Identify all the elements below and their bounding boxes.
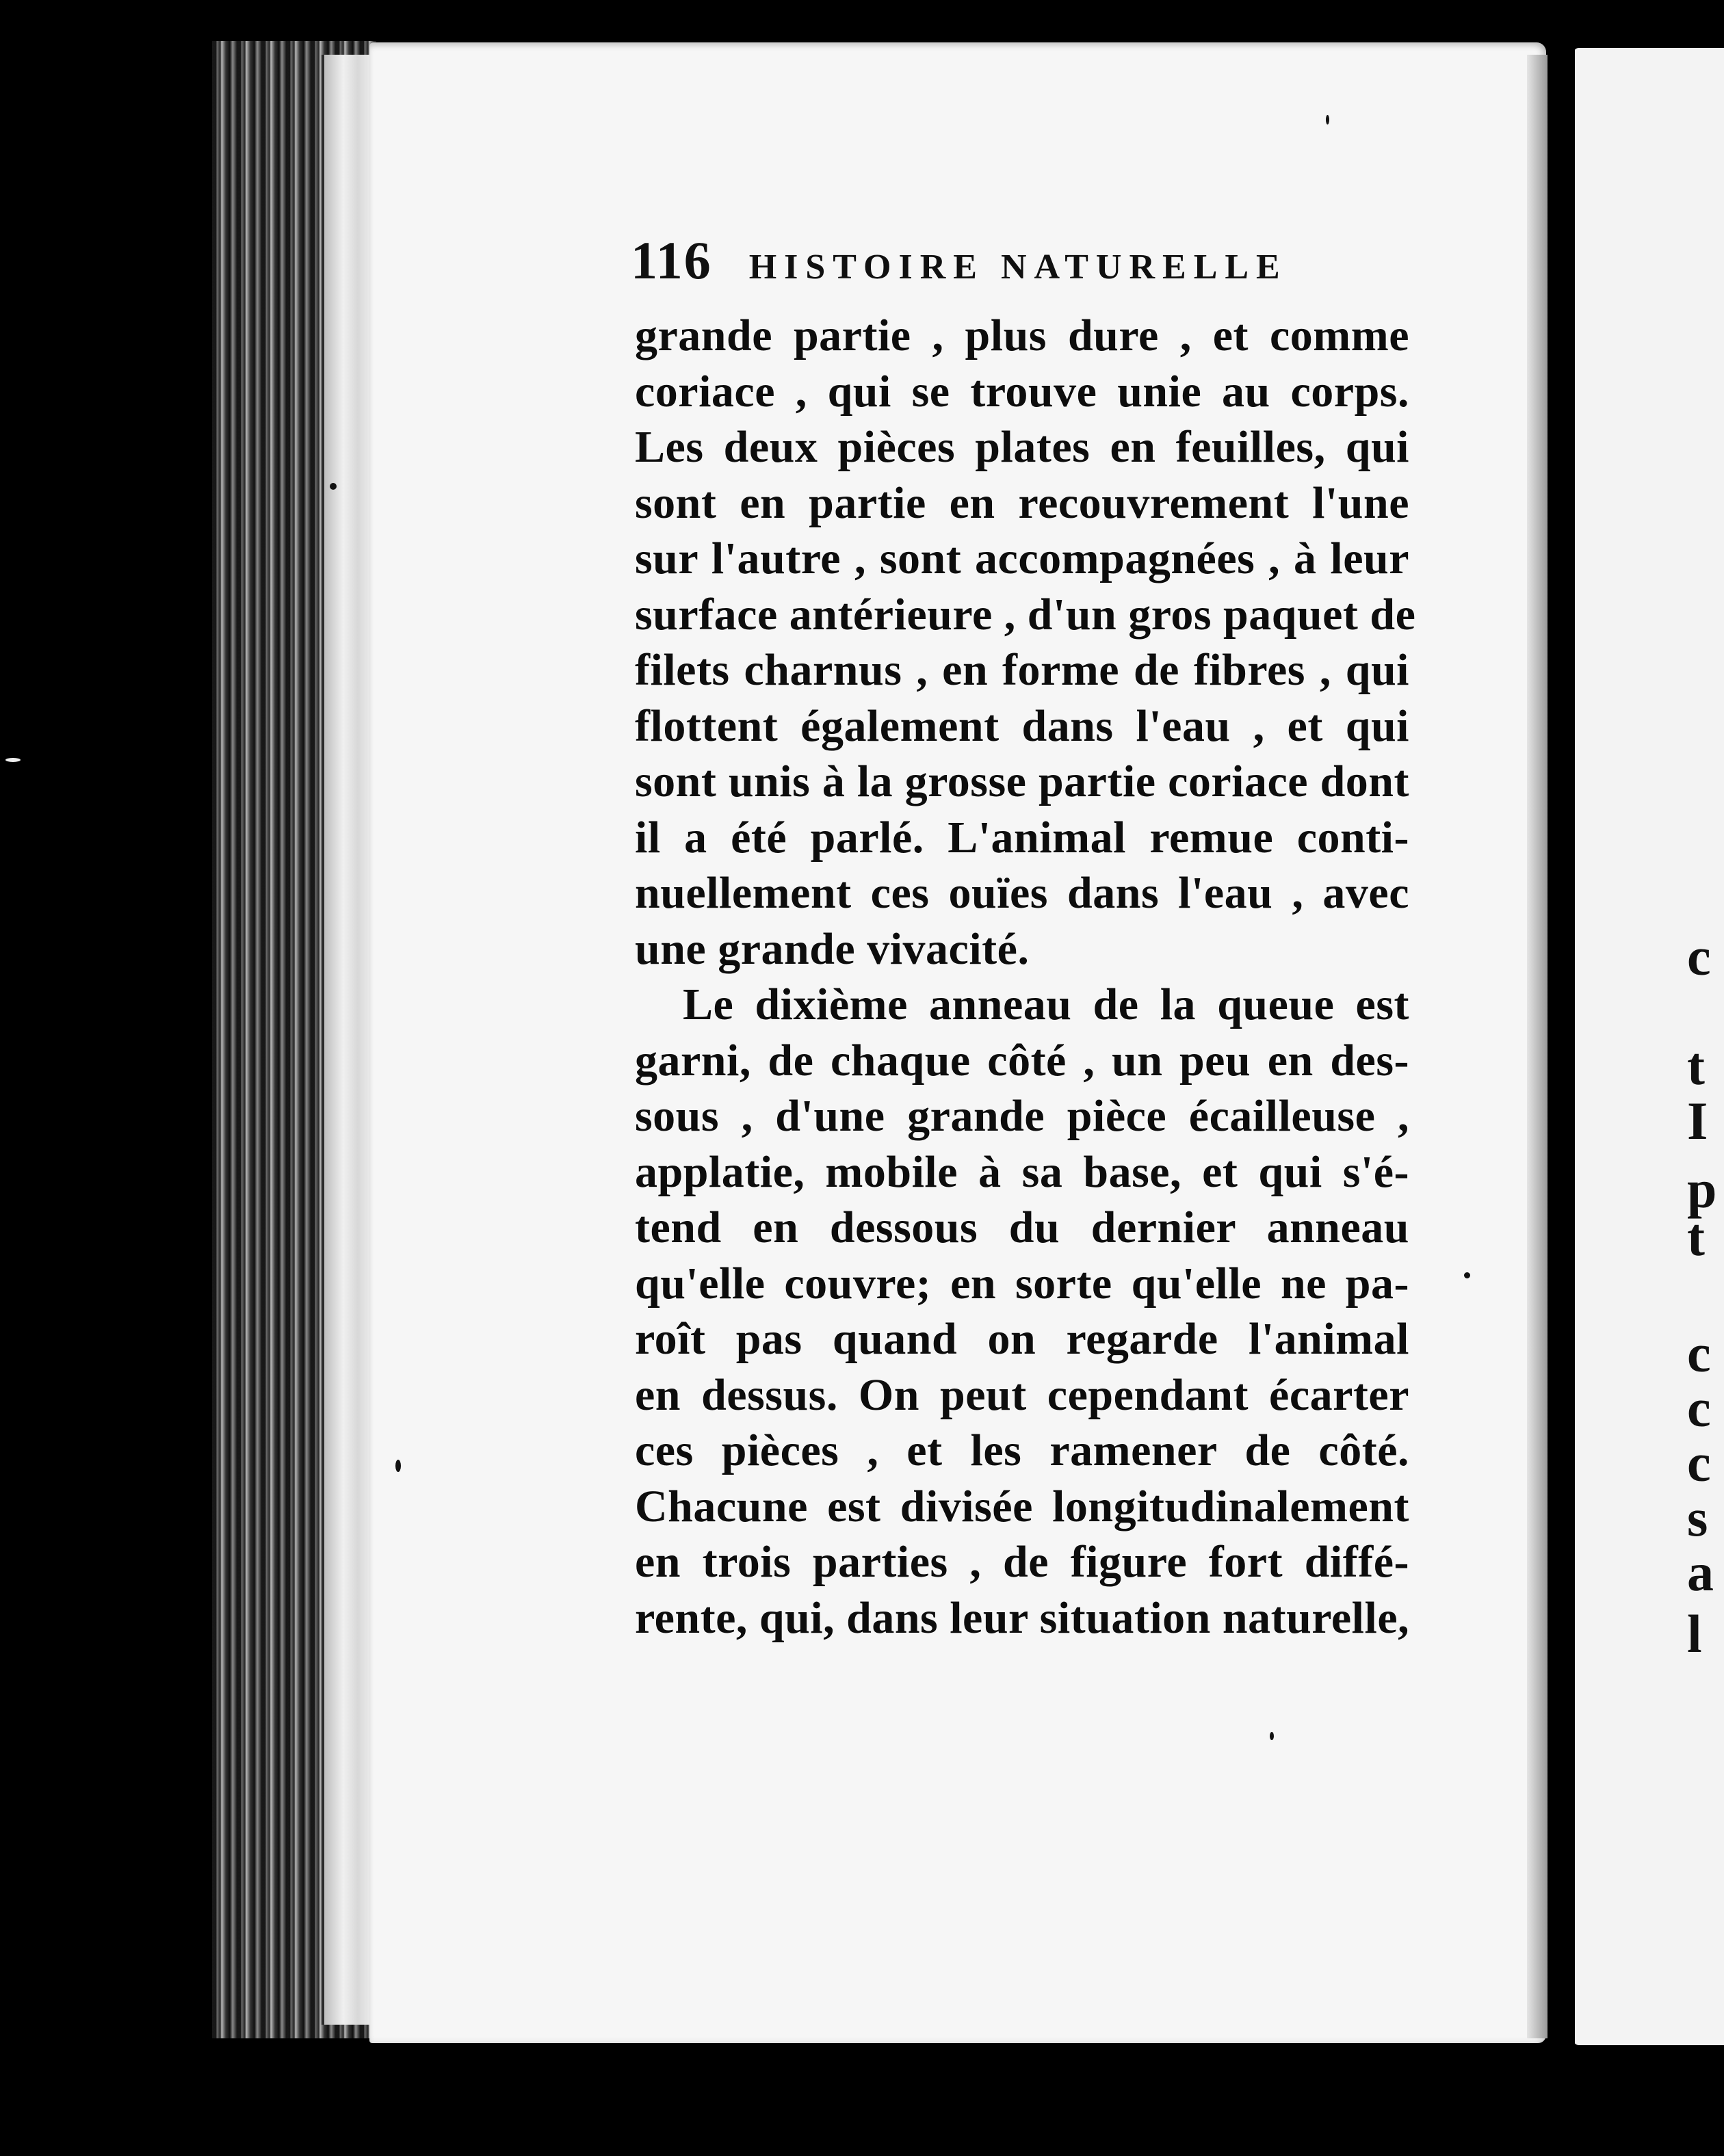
opposite-page-letter: c — [1687, 1378, 1711, 1438]
text-line: ces pièces , et les ramener de côté. — [635, 1425, 1409, 1475]
body-text — [635, 308, 1416, 1646]
text-line: garni, de chaque côté , un peu en des- — [635, 1035, 1409, 1086]
scan-speck — [5, 758, 21, 762]
page-number: 116 — [631, 231, 712, 290]
opposite-page-letter: a — [1687, 1542, 1714, 1602]
text-line: filets charnus , en forme de fibres , qui — [635, 645, 1409, 695]
scan-speck — [1326, 115, 1329, 124]
opposite-page-letter: c — [1687, 1324, 1711, 1383]
opposite-page-letter: I — [1687, 1091, 1708, 1151]
text-line: grande partie , plus dure , et comme — [635, 311, 1409, 360]
text-line: en trois parties , de figure fort diffé- — [635, 1537, 1409, 1587]
text-line: applatie, mobile à sa base, et qui s'é- — [635, 1146, 1409, 1197]
text-line: nuellement ces ouïes dans l'eau , avec — [635, 868, 1409, 918]
opposite-page-letter: t — [1687, 1207, 1705, 1267]
scan-speck — [1270, 1732, 1274, 1740]
text-line: Les deux pièces plates en feuilles, qui — [635, 422, 1409, 472]
scan-speck — [1464, 1272, 1470, 1278]
text-line: sur l'autre , sont accompagnées , à leur — [635, 534, 1409, 583]
text-line: Chacune est divisée longitudinalement — [635, 1481, 1409, 1531]
text-line: en dessus. On peut cependant écarter — [635, 1369, 1409, 1420]
running-head — [631, 230, 1404, 291]
text-line: rente, qui, dans leur situation naturelle, — [635, 1592, 1410, 1643]
text-line: une grande vivacité. — [635, 923, 1030, 974]
opposite-page-letter: p — [1687, 1159, 1717, 1219]
running-title: HISTOIRE NATURELLE — [748, 248, 1288, 287]
gutter-shadow — [1547, 41, 1575, 2052]
opposite-page-letter: l — [1687, 1604, 1702, 1664]
text-line: qu'elle couvre; en sorte qu'elle ne pa- — [635, 1258, 1409, 1309]
text-line: sont en partie en recouvrement l'une — [635, 477, 1409, 528]
text-line: il a été parlé. L'animal remue conti- — [635, 812, 1409, 863]
page-edge-strip — [322, 55, 372, 2025]
opposite-page-letter: s — [1687, 1488, 1708, 1547]
text-line: roît pas quand on regarde l'animal — [635, 1314, 1409, 1364]
scan-speck — [330, 483, 337, 490]
text-line: sont unis à la grosse partie coriace dont — [635, 757, 1409, 806]
text-line: tend en dessous du dernier anneau — [635, 1202, 1409, 1252]
opposite-page-letter: t — [1687, 1036, 1705, 1096]
text-line: flottent également dans l'eau , et qui — [635, 700, 1409, 751]
page-right-shadow — [1527, 55, 1547, 2038]
text-line: sous , d'une grande pièce écailleuse , — [635, 1091, 1409, 1141]
opposite-page-letter: c — [1687, 927, 1711, 986]
text-line: surface antérieure , d'un gros paquet de — [635, 589, 1416, 640]
scan-speck — [395, 1460, 401, 1472]
opposite-page-letter: c — [1687, 1433, 1711, 1493]
text-line: Le dixième anneau de la queue est — [683, 980, 1409, 1029]
text-line: coriace , qui se trouve unie au corps. — [635, 366, 1409, 417]
